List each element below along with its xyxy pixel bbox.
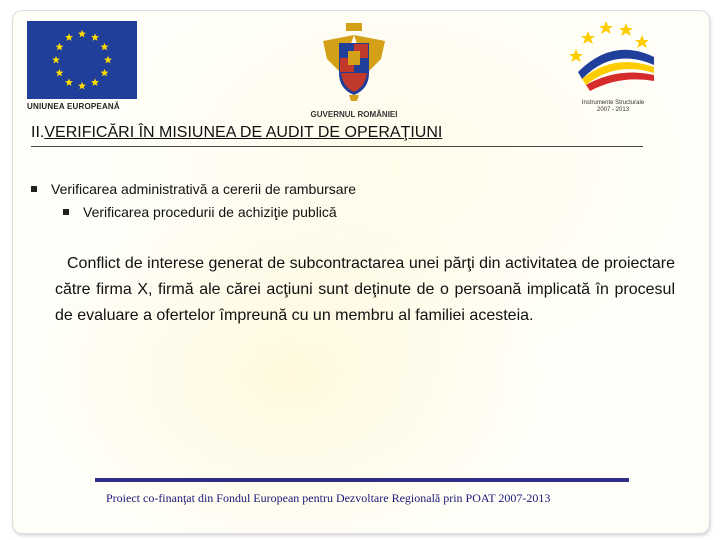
slide	[12, 10, 710, 534]
eu-star	[101, 43, 109, 51]
bullet-level2-text: Verificarea procedurii de achiziţie publică	[83, 204, 337, 220]
eu-star	[78, 30, 86, 38]
footer-text: Proiect co-finanţat din Fondul European pentru Dezvoltare Regională prin POAT 2007-2013	[106, 491, 551, 505]
eu-caption: UNIUNEA EUROPEANĂ	[27, 102, 120, 111]
bullet-level2	[63, 204, 337, 220]
eu-logo	[27, 21, 145, 119]
eu-star	[52, 56, 60, 64]
eu-star	[101, 69, 109, 77]
bullet-level1	[31, 181, 356, 197]
romania-coat-of-arms-icon	[319, 21, 389, 103]
structural-instruments-logo-icon	[568, 17, 658, 95]
bullet-square-icon	[31, 186, 37, 192]
eu-star	[91, 78, 99, 86]
eu-star	[91, 33, 99, 41]
bullet-square-icon	[63, 209, 69, 215]
bullet-level1-text: Verificarea administrativă a cererii de rambursare	[51, 181, 357, 197]
eu-star	[55, 43, 63, 51]
is-caption-1: Instrumente Structurale	[581, 100, 645, 106]
body-paragraph: Conflict de interese generat de subcontractarea unei părţi din activitatea de proiectare către firma X, firmă ale cărei acţiuni sunt deţinute de o persoană implicată în procesul de evaluare a ofertelor împreună cu un membru al familiei acesteia.	[55, 255, 675, 324]
is-caption-2: 2007 - 2013	[596, 107, 630, 113]
eu-star	[55, 69, 63, 77]
eu-star	[104, 56, 112, 64]
title-divider	[31, 146, 643, 147]
title-prefix: II.	[31, 124, 45, 141]
eu-star	[65, 78, 73, 86]
eu-star	[65, 33, 73, 41]
slide-title	[31, 124, 651, 142]
footer-divider	[95, 478, 629, 482]
structural-instruments-logo	[558, 17, 668, 121]
title-text: VERIFICĂRI ÎN MISIUNEA DE AUDIT DE OPERAŢIUNI	[44, 124, 443, 141]
gov-logo	[291, 21, 417, 119]
eu-star	[78, 82, 86, 90]
gov-caption: GUVERNUL ROMÂNIEI	[310, 110, 398, 119]
eu-flag-icon	[27, 21, 137, 99]
